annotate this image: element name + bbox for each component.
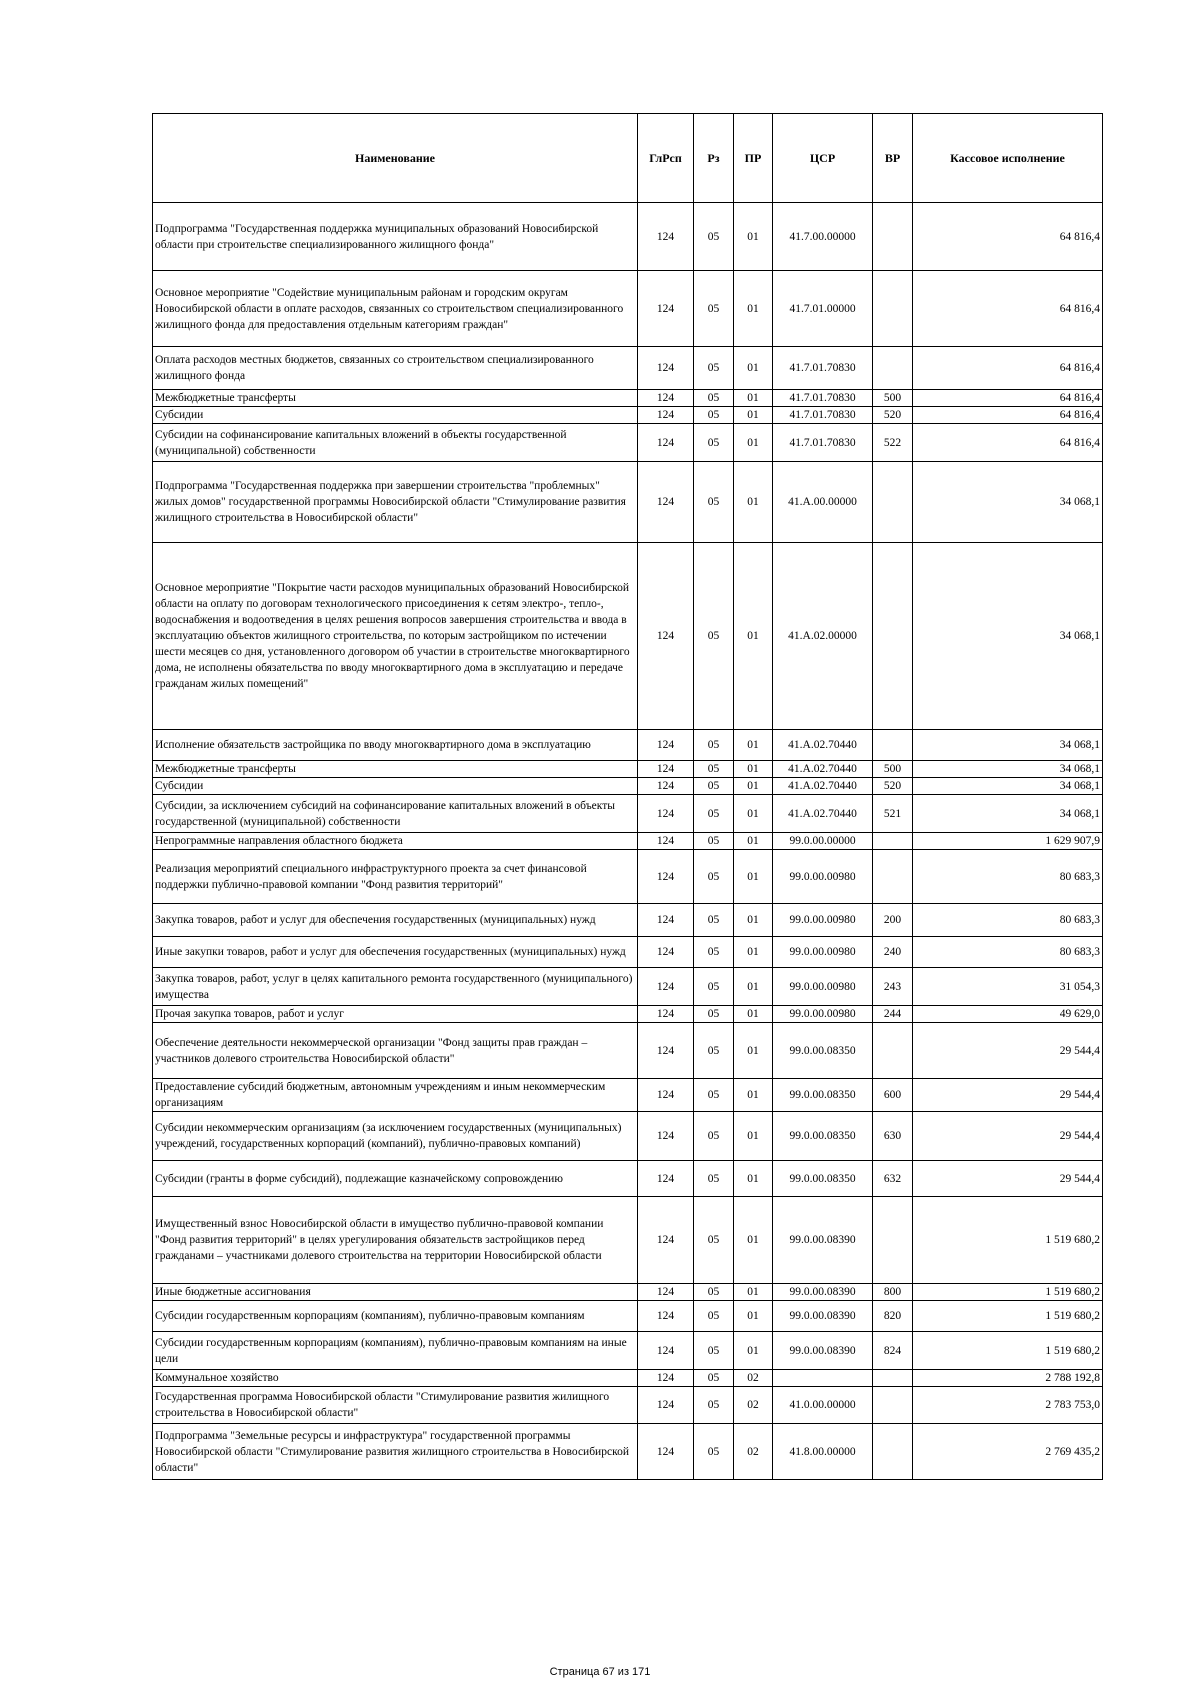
row-rz: 05 (694, 1079, 734, 1112)
row-amount: 1 629 907,9 (913, 833, 1103, 850)
row-name: Субсидии на софинансирование капитальных вложений в объекты государственной (муниципальной) собственности (153, 424, 638, 462)
row-glrsp: 124 (638, 937, 694, 968)
table-row (153, 1301, 1103, 1332)
row-glrsp: 124 (638, 1301, 694, 1332)
row-amount: 29 544,4 (913, 1079, 1103, 1112)
row-pr: 01 (734, 761, 773, 778)
table-row (153, 390, 1103, 407)
table-row (153, 730, 1103, 761)
row-name: Подпрограмма "Государственная поддержка при завершении строительства "проблемных" жилых домов" государственной программы Новосибирской области "Стимулирование развития жилищного строительства в Новосибирской области" (153, 462, 638, 543)
row-csr: 99.0.00.00980 (773, 937, 873, 968)
header-vr: ВР (873, 114, 913, 203)
row-vr (873, 1387, 913, 1424)
table-row (153, 1370, 1103, 1387)
row-csr: 99.0.00.08350 (773, 1023, 873, 1079)
row-rz: 05 (694, 937, 734, 968)
row-vr: 632 (873, 1161, 913, 1197)
row-amount: 2 788 192,8 (913, 1370, 1103, 1387)
row-rz: 05 (694, 1197, 734, 1284)
row-glrsp: 124 (638, 1079, 694, 1112)
row-pr: 01 (734, 543, 773, 730)
row-vr: 800 (873, 1284, 913, 1301)
row-rz: 05 (694, 1023, 734, 1079)
table-row (153, 271, 1103, 347)
table-row (153, 1023, 1103, 1079)
row-amount: 80 683,3 (913, 904, 1103, 937)
row-rz: 05 (694, 778, 734, 795)
row-amount: 49 629,0 (913, 1006, 1103, 1023)
row-amount: 80 683,3 (913, 850, 1103, 904)
row-rz: 05 (694, 904, 734, 937)
row-vr: 240 (873, 937, 913, 968)
row-rz: 05 (694, 1370, 734, 1387)
row-csr: 99.0.00.08350 (773, 1112, 873, 1161)
row-vr (873, 203, 913, 271)
row-rz: 05 (694, 1006, 734, 1023)
table-row (153, 543, 1103, 730)
header-amount: Кассовое исполнение (913, 114, 1103, 203)
table-row (153, 850, 1103, 904)
row-name: Предоставление субсидий бюджетным, автономным учреждениям и иным некоммерческим организациям (153, 1079, 638, 1112)
row-glrsp: 124 (638, 850, 694, 904)
row-amount: 2 769 435,2 (913, 1424, 1103, 1480)
table-row (153, 833, 1103, 850)
row-vr (873, 271, 913, 347)
row-glrsp: 124 (638, 390, 694, 407)
table-row (153, 1387, 1103, 1424)
row-vr: 521 (873, 795, 913, 833)
row-name: Субсидии (153, 778, 638, 795)
header-csr: ЦСР (773, 114, 873, 203)
row-rz: 05 (694, 347, 734, 390)
table-row (153, 795, 1103, 833)
row-rz: 05 (694, 850, 734, 904)
row-vr: 244 (873, 1006, 913, 1023)
page-number: Страница 67 из 171 (549, 1666, 651, 1678)
row-name: Коммунальное хозяйство (153, 1370, 638, 1387)
table-row (153, 462, 1103, 543)
row-pr: 01 (734, 203, 773, 271)
table-body (153, 203, 1103, 1480)
row-amount: 1 519 680,2 (913, 1197, 1103, 1284)
table-row (153, 1332, 1103, 1370)
row-pr: 02 (734, 1424, 773, 1480)
row-csr: 99.0.00.08390 (773, 1301, 873, 1332)
row-name: Непрограммные направления областного бюджета (153, 833, 638, 850)
row-pr: 01 (734, 271, 773, 347)
row-vr (873, 1424, 913, 1480)
row-vr: 520 (873, 407, 913, 424)
row-amount: 29 544,4 (913, 1023, 1103, 1079)
row-csr: 99.0.00.00000 (773, 833, 873, 850)
row-pr: 01 (734, 462, 773, 543)
row-csr: 41.А.02.70440 (773, 730, 873, 761)
row-name: Иные бюджетные ассигнования (153, 1284, 638, 1301)
row-glrsp: 124 (638, 1370, 694, 1387)
row-name: Закупка товаров, работ и услуг для обеспечения государственных (муниципальных) нужд (153, 904, 638, 937)
row-vr (873, 462, 913, 543)
row-name: Межбюджетные трансферты (153, 390, 638, 407)
row-name: Подпрограмма "Государственная поддержка муниципальных образований Новосибирской области при строительстве специализированного жилищного фонда" (153, 203, 638, 271)
row-vr: 520 (873, 778, 913, 795)
budget-execution-table (152, 113, 1103, 1480)
row-csr: 99.0.00.00980 (773, 968, 873, 1006)
row-rz: 05 (694, 833, 734, 850)
row-amount: 64 816,4 (913, 347, 1103, 390)
row-vr: 500 (873, 390, 913, 407)
row-pr: 01 (734, 778, 773, 795)
row-pr: 02 (734, 1387, 773, 1424)
row-amount: 80 683,3 (913, 937, 1103, 968)
row-csr: 41.А.02.70440 (773, 778, 873, 795)
row-name: Обеспечение деятельности некоммерческой организации "Фонд защиты прав граждан – участников долевого строительства Новосибирской области" (153, 1023, 638, 1079)
header-name: Наименование (153, 114, 638, 203)
row-csr (773, 1370, 873, 1387)
table-row (153, 778, 1103, 795)
row-amount: 64 816,4 (913, 390, 1103, 407)
row-rz: 05 (694, 1112, 734, 1161)
row-name: Субсидии некоммерческим организациям (за исключением государственных (муниципальных) учреждений, государственных корпораций (компаний), публично-правовых компаний) (153, 1112, 638, 1161)
row-vr: 200 (873, 904, 913, 937)
row-rz: 05 (694, 203, 734, 271)
row-vr (873, 1197, 913, 1284)
row-csr: 41.А.02.70440 (773, 795, 873, 833)
row-csr: 99.0.00.00980 (773, 1006, 873, 1023)
row-glrsp: 124 (638, 1332, 694, 1370)
row-vr (873, 1370, 913, 1387)
row-pr: 01 (734, 1161, 773, 1197)
header-pr: ПР (734, 114, 773, 203)
row-name: Прочая закупка товаров, работ и услуг (153, 1006, 638, 1023)
row-name: Иные закупки товаров, работ и услуг для обеспечения государственных (муниципальных) нужд (153, 937, 638, 968)
row-csr: 99.0.00.08390 (773, 1197, 873, 1284)
table-row (153, 1006, 1103, 1023)
row-rz: 05 (694, 761, 734, 778)
row-vr: 820 (873, 1301, 913, 1332)
row-rz: 05 (694, 730, 734, 761)
row-amount: 2 783 753,0 (913, 1387, 1103, 1424)
row-glrsp: 124 (638, 833, 694, 850)
row-pr: 01 (734, 730, 773, 761)
row-amount: 29 544,4 (913, 1161, 1103, 1197)
row-amount: 1 519 680,2 (913, 1332, 1103, 1370)
table-row (153, 761, 1103, 778)
row-vr: 600 (873, 1079, 913, 1112)
row-csr: 99.0.00.00980 (773, 850, 873, 904)
row-name: Субсидии, за исключением субсидий на софинансирование капитальных вложений в объекты государственной (муниципальной) собственности (153, 795, 638, 833)
row-glrsp: 124 (638, 203, 694, 271)
row-glrsp: 124 (638, 1023, 694, 1079)
row-pr: 01 (734, 1197, 773, 1284)
row-name: Субсидии государственным корпорациям (компаниям), публично-правовым компаниям на иные цели (153, 1332, 638, 1370)
row-vr (873, 543, 913, 730)
row-rz: 05 (694, 271, 734, 347)
row-name: Субсидии государственным корпорациям (компаниям), публично-правовым компаниям (153, 1301, 638, 1332)
row-pr: 02 (734, 1370, 773, 1387)
row-rz: 05 (694, 1387, 734, 1424)
table-row (153, 203, 1103, 271)
row-csr: 41.7.01.70830 (773, 390, 873, 407)
row-csr: 99.0.00.08390 (773, 1332, 873, 1370)
row-name: Реализация мероприятий специального инфраструктурного проекта за счет финансовой поддержки публично-правовой компании "Фонд развития территорий" (153, 850, 638, 904)
row-vr: 630 (873, 1112, 913, 1161)
row-csr: 41.7.01.70830 (773, 424, 873, 462)
row-amount: 34 068,1 (913, 761, 1103, 778)
row-name: Межбюджетные трансферты (153, 761, 638, 778)
row-glrsp: 124 (638, 1284, 694, 1301)
row-name: Подпрограмма "Земельные ресурсы и инфраструктура" государственной программы Новосибирской области "Стимулирование развития жилищного строительства в Новосибирской области" (153, 1424, 638, 1480)
row-amount: 64 816,4 (913, 424, 1103, 462)
table-row (153, 904, 1103, 937)
row-amount: 64 816,4 (913, 203, 1103, 271)
row-vr: 522 (873, 424, 913, 462)
row-csr: 41.7.01.70830 (773, 347, 873, 390)
table-row (153, 1161, 1103, 1197)
row-glrsp: 124 (638, 730, 694, 761)
row-csr: 41.А.02.00000 (773, 543, 873, 730)
row-pr: 01 (734, 1332, 773, 1370)
row-name: Закупка товаров, работ, услуг в целях капитального ремонта государственного (муниципального) имущества (153, 968, 638, 1006)
row-amount: 64 816,4 (913, 271, 1103, 347)
row-pr: 01 (734, 1112, 773, 1161)
row-pr: 01 (734, 833, 773, 850)
table-row (153, 347, 1103, 390)
row-vr (873, 850, 913, 904)
row-glrsp: 124 (638, 1424, 694, 1480)
row-csr: 41.8.00.00000 (773, 1424, 873, 1480)
row-glrsp: 124 (638, 1161, 694, 1197)
row-csr: 99.0.00.08350 (773, 1161, 873, 1197)
row-pr: 01 (734, 1301, 773, 1332)
row-pr: 01 (734, 407, 773, 424)
table-row (153, 407, 1103, 424)
row-csr: 99.0.00.08350 (773, 1079, 873, 1112)
row-pr: 01 (734, 968, 773, 1006)
row-rz: 05 (694, 1161, 734, 1197)
row-glrsp: 124 (638, 968, 694, 1006)
row-amount: 34 068,1 (913, 462, 1103, 543)
row-glrsp: 124 (638, 271, 694, 347)
row-rz: 05 (694, 795, 734, 833)
row-pr: 01 (734, 347, 773, 390)
table-row (153, 1284, 1103, 1301)
row-rz: 05 (694, 462, 734, 543)
row-vr: 243 (873, 968, 913, 1006)
row-name: Имущественный взнос Новосибирской области в имущество публично-правовой компании "Фонд развития территорий" в целях урегулирования обязательств застройщиков перед гражданами – участниками долевого строительства на территории Новосибирской области (153, 1197, 638, 1284)
row-glrsp: 124 (638, 347, 694, 390)
row-vr: 500 (873, 761, 913, 778)
row-csr: 41.0.00.00000 (773, 1387, 873, 1424)
row-pr: 01 (734, 1006, 773, 1023)
row-csr: 99.0.00.00980 (773, 904, 873, 937)
row-glrsp: 124 (638, 407, 694, 424)
row-name: Оплата расходов местных бюджетов, связанных со строительством специализированного жилищного фонда (153, 347, 638, 390)
row-vr (873, 833, 913, 850)
row-glrsp: 124 (638, 1006, 694, 1023)
row-rz: 05 (694, 390, 734, 407)
row-csr: 41.А.00.00000 (773, 462, 873, 543)
table-row (153, 1079, 1103, 1112)
row-amount: 1 519 680,2 (913, 1284, 1103, 1301)
row-amount: 34 068,1 (913, 543, 1103, 730)
table-row (153, 1424, 1103, 1480)
row-pr: 01 (734, 424, 773, 462)
row-csr: 41.7.00.00000 (773, 203, 873, 271)
table-row (153, 1197, 1103, 1284)
row-rz: 05 (694, 968, 734, 1006)
row-glrsp: 124 (638, 778, 694, 795)
row-csr: 41.А.02.70440 (773, 761, 873, 778)
row-pr: 01 (734, 904, 773, 937)
row-amount: 1 519 680,2 (913, 1301, 1103, 1332)
table-row (153, 1112, 1103, 1161)
row-name: Основное мероприятие "Содействие муниципальным районам и городским округам Новосибирской области в оплате расходов, связанных со строительством специализированного жилищного фонда для предоставления отдельным категориям граждан" (153, 271, 638, 347)
row-glrsp: 124 (638, 462, 694, 543)
row-csr: 41.7.01.00000 (773, 271, 873, 347)
table-row (153, 937, 1103, 968)
row-glrsp: 124 (638, 761, 694, 778)
row-pr: 01 (734, 1023, 773, 1079)
row-glrsp: 124 (638, 1197, 694, 1284)
row-amount: 34 068,1 (913, 795, 1103, 833)
row-rz: 05 (694, 543, 734, 730)
row-amount: 34 068,1 (913, 730, 1103, 761)
row-glrsp: 124 (638, 424, 694, 462)
row-name: Исполнение обязательств застройщика по вводу многоквартирного дома в эксплуатацию (153, 730, 638, 761)
row-name: Субсидии (153, 407, 638, 424)
row-vr (873, 730, 913, 761)
header-glrsp: ГлРсп (638, 114, 694, 203)
row-rz: 05 (694, 407, 734, 424)
row-amount: 29 544,4 (913, 1112, 1103, 1161)
table-row (153, 424, 1103, 462)
row-glrsp: 124 (638, 543, 694, 730)
row-pr: 01 (734, 937, 773, 968)
row-pr: 01 (734, 1079, 773, 1112)
table-header-row (153, 114, 1103, 203)
row-pr: 01 (734, 795, 773, 833)
row-glrsp: 124 (638, 1387, 694, 1424)
row-vr: 824 (873, 1332, 913, 1370)
row-rz: 05 (694, 1301, 734, 1332)
row-vr (873, 1023, 913, 1079)
header-rz: Рз (694, 114, 734, 203)
row-csr: 99.0.00.08390 (773, 1284, 873, 1301)
row-glrsp: 124 (638, 904, 694, 937)
row-rz: 05 (694, 1284, 734, 1301)
row-name: Государственная программа Новосибирской области "Стимулирование развития жилищного строительства в Новосибирской области" (153, 1387, 638, 1424)
row-rz: 05 (694, 1424, 734, 1480)
row-rz: 05 (694, 424, 734, 462)
row-pr: 01 (734, 390, 773, 407)
row-amount: 34 068,1 (913, 778, 1103, 795)
row-glrsp: 124 (638, 795, 694, 833)
row-name: Основное мероприятие "Покрытие части расходов муниципальных образований Новосибирской области на оплату по договорам технологического присоединения к сетям электро-, тепло-, водоснабжения и водоотведения в целях решения вопросов завершения строительства и ввода в эксплуатацию объектов жилищного строительства, по которым застройщиком по истечении шести месяцев со дня, установленного договором об участии в строительстве многоквартирного дома, не исполнены обязательства по вводу многоквартирного дома в эксплуатацию и передаче гражданам жилых помещений" (153, 543, 638, 730)
table-row (153, 968, 1103, 1006)
row-glrsp: 124 (638, 1112, 694, 1161)
row-pr: 01 (734, 1284, 773, 1301)
row-name: Субсидии (гранты в форме субсидий), подлежащие казначейскому сопровождению (153, 1161, 638, 1197)
row-csr: 41.7.01.70830 (773, 407, 873, 424)
row-amount: 31 054,3 (913, 968, 1103, 1006)
row-amount: 64 816,4 (913, 407, 1103, 424)
row-vr (873, 347, 913, 390)
row-rz: 05 (694, 1332, 734, 1370)
row-pr: 01 (734, 850, 773, 904)
